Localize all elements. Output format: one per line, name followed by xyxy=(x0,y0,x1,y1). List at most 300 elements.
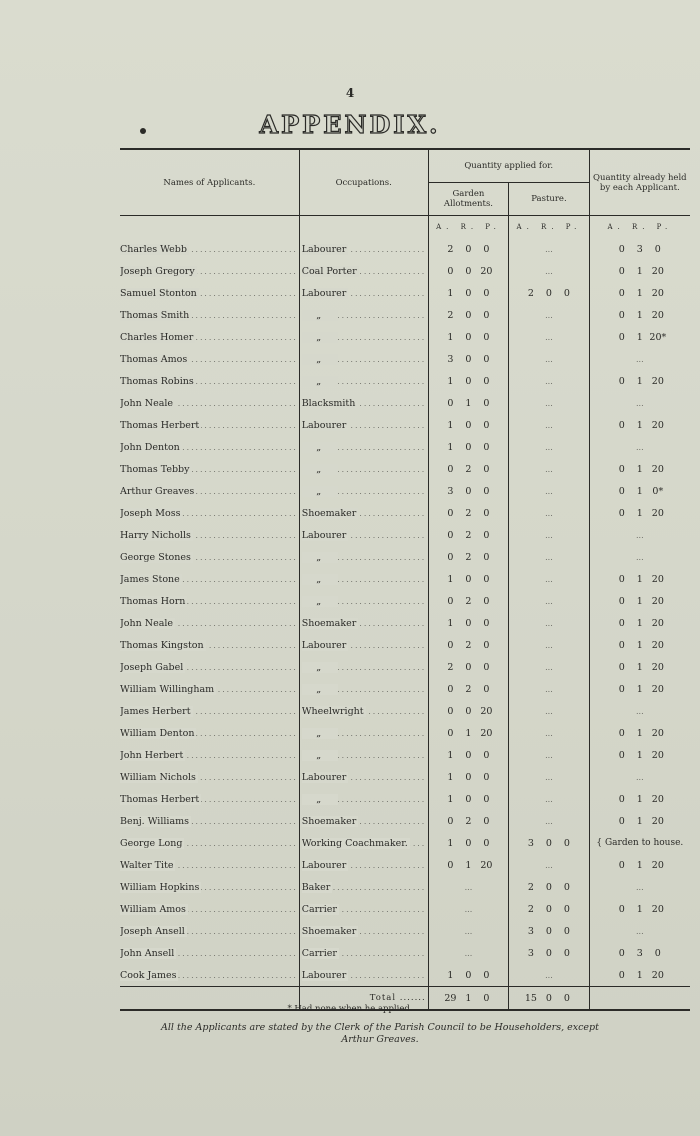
occupation xyxy=(299,964,428,987)
table-row xyxy=(120,568,690,590)
page-number: 4 xyxy=(345,86,355,100)
garden-allotment xyxy=(428,392,508,414)
table-row xyxy=(120,414,690,436)
pasture-r: 0 xyxy=(545,947,552,959)
pasture xyxy=(509,634,589,656)
applicant-name xyxy=(120,612,299,634)
quantity-held-a: 0 xyxy=(618,595,625,607)
quantity-held-value: ... xyxy=(636,706,644,716)
applicant-name-text: Samuel Stonton xyxy=(120,287,197,299)
garden-allotment-r: 2 xyxy=(465,463,472,475)
garden-allotment-r: 0 xyxy=(465,705,472,717)
quantity-held-p: 20 xyxy=(651,507,664,519)
pasture xyxy=(509,392,589,414)
table-row xyxy=(120,656,690,678)
quantity-held-r: 1 xyxy=(636,265,643,277)
garden-allotment-value: ... xyxy=(464,904,473,914)
garden-allotment-r: 2 xyxy=(465,815,472,827)
applicant-name xyxy=(120,546,299,568)
applicant-name-text: Thomas Robins xyxy=(120,375,194,387)
applicant-name-text: John Neale xyxy=(120,397,174,409)
garden-allotment-p: 0 xyxy=(483,793,490,805)
garden-allotment-p: 0 xyxy=(483,419,490,431)
pasture-a: 2 xyxy=(527,903,534,915)
garden-allotment-p: 0 xyxy=(483,573,490,585)
pasture xyxy=(509,282,589,304)
table-row xyxy=(120,370,690,392)
arp-garden: A. R. P. xyxy=(428,216,508,239)
garden-allotment-r: 0 xyxy=(465,419,472,431)
quantity-held xyxy=(589,260,690,282)
pasture xyxy=(509,546,589,568)
pasture xyxy=(509,238,589,260)
garden-allotment-r: 0 xyxy=(465,441,472,453)
garden-allotment-a: 3 xyxy=(447,485,454,497)
garden-allotment-p: 0 xyxy=(483,485,490,497)
applicant-name xyxy=(120,348,299,370)
occupation-text: Labourer xyxy=(301,287,347,299)
applicant-name xyxy=(120,260,299,282)
table-row xyxy=(120,810,690,832)
occupation xyxy=(299,810,428,832)
garden-allotment-a: 1 xyxy=(447,969,454,981)
garden-allotment-a: 1 xyxy=(447,331,454,343)
table-row xyxy=(120,612,690,634)
applicant-name-text: John Ansell xyxy=(120,947,175,959)
pasture-value: ... xyxy=(545,860,553,870)
quantity-held-value: ... xyxy=(636,442,644,452)
quantity-held xyxy=(589,414,690,436)
occupation xyxy=(299,348,428,370)
quantity-held-r: 1 xyxy=(636,617,643,629)
quantity-held-value: ... xyxy=(636,882,644,892)
header-quantity-held: Quantity already held by each Applicant. xyxy=(589,149,690,216)
garden-allotment xyxy=(428,414,508,436)
quantity-held-r: 1 xyxy=(636,507,643,519)
garden-allotment-r: 2 xyxy=(465,507,472,519)
occupation-text: „ xyxy=(302,552,338,563)
garden-allotment-a: 0 xyxy=(447,463,454,475)
table-row xyxy=(120,458,690,480)
applicant-name-text: William Willingham xyxy=(120,683,215,695)
applicant-name xyxy=(120,524,299,546)
applicant-name-text: Walter Tite xyxy=(120,859,174,871)
pasture-p: 0 xyxy=(563,925,570,937)
applicant-name xyxy=(120,700,299,722)
quantity-held-p: 20 xyxy=(651,661,664,673)
garden-allotment-a: 1 xyxy=(447,771,454,783)
occupation-text: Coal Porter xyxy=(301,265,357,277)
applicant-name xyxy=(120,458,299,480)
applicant-name xyxy=(120,678,299,700)
garden-allotment-r: 0 xyxy=(465,661,472,673)
applicant-name-text: Charles Homer xyxy=(120,331,194,343)
applicant-name xyxy=(120,876,299,898)
quantity-held-p: 20 xyxy=(651,309,664,321)
quantity-held-r: 1 xyxy=(636,639,643,651)
quantity-held-p: 20 xyxy=(651,265,664,277)
pasture xyxy=(509,678,589,700)
garden-allotment-a: 0 xyxy=(447,639,454,651)
garden-allotment-p: 0 xyxy=(483,309,490,321)
table-row xyxy=(120,744,690,766)
pasture xyxy=(509,656,589,678)
occupation-text: „ xyxy=(302,310,338,321)
garden-allotment-p: 20 xyxy=(480,705,493,717)
pasture xyxy=(509,700,589,722)
pasture xyxy=(509,414,589,436)
quantity-held xyxy=(589,370,690,392)
quantity-held xyxy=(589,898,690,920)
garden-allotment-r: 0 xyxy=(465,375,472,387)
occupation-text: „ xyxy=(302,442,338,453)
pasture-value: ... xyxy=(545,772,553,782)
quantity-held-a: 0 xyxy=(618,309,625,321)
applicant-name xyxy=(120,810,299,832)
occupation-text: „ xyxy=(302,750,338,761)
quantity-held-p: 20 xyxy=(651,749,664,761)
garden-allotment-a: 1 xyxy=(447,287,454,299)
quantity-held xyxy=(589,964,690,987)
applicant-name xyxy=(120,854,299,876)
applicant-name xyxy=(120,282,299,304)
occupation-text: Labourer xyxy=(301,859,347,871)
header-pasture: Pasture. xyxy=(509,183,589,216)
occupation xyxy=(299,678,428,700)
quantity-held-value: ... xyxy=(636,552,644,562)
pasture-value: ... xyxy=(545,442,553,452)
pasture-value: ... xyxy=(545,530,553,540)
table-row xyxy=(120,832,690,854)
table-body xyxy=(120,216,690,987)
garden-allotment-r: 0 xyxy=(465,287,472,299)
table-row xyxy=(120,304,690,326)
pasture-value: ... xyxy=(545,574,553,584)
quantity-held-a: 0 xyxy=(618,265,625,277)
garden-allotment xyxy=(428,568,508,590)
garden-allotment-r: 0 xyxy=(465,353,472,365)
pasture xyxy=(509,370,589,392)
applicant-name-text: George Long xyxy=(120,837,183,849)
header-occupations: Occupations. xyxy=(299,149,428,216)
occupation xyxy=(299,370,428,392)
applicant-name-text: Arthur Greaves xyxy=(120,485,195,497)
quantity-held-a: 0 xyxy=(618,639,625,651)
occupation xyxy=(299,436,428,458)
garden-allotment-a: 2 xyxy=(447,243,454,255)
quantity-held-value: ... xyxy=(636,530,644,540)
pasture xyxy=(509,898,589,920)
pasture-value: ... xyxy=(545,266,553,276)
quantity-held-p: 20 xyxy=(651,573,664,585)
total-label: Total ....... xyxy=(299,987,428,1011)
quantity-held-a: 0 xyxy=(618,375,625,387)
garden-allotment-a: 0 xyxy=(447,265,454,277)
page-title xyxy=(0,110,700,139)
quantity-held-r: 1 xyxy=(636,969,643,981)
garden-allotment-r: 0 xyxy=(465,969,472,981)
garden-allotment xyxy=(428,744,508,766)
occupation-text: Labourer xyxy=(301,771,347,783)
pasture-r: 0 xyxy=(545,287,552,299)
quantity-held xyxy=(589,458,690,480)
pasture-a: 3 xyxy=(527,947,534,959)
occupation-text: Labourer xyxy=(301,639,347,651)
pasture-p: 0 xyxy=(563,947,570,959)
pasture-r: 0 xyxy=(545,881,552,893)
garden-allotment-p: 0 xyxy=(483,969,490,981)
garden-allotment-p: 0 xyxy=(483,683,490,695)
table-row xyxy=(120,590,690,612)
occupation xyxy=(299,238,428,260)
quantity-held-a: 0 xyxy=(618,485,625,497)
pasture xyxy=(509,810,589,832)
arp-pasture: A. R. P. xyxy=(509,216,589,239)
pasture-value: ... xyxy=(545,816,553,826)
pasture-p: 0 xyxy=(563,881,570,893)
occupation xyxy=(299,898,428,920)
pasture-value: ... xyxy=(545,464,553,474)
occupation-text: „ xyxy=(302,464,338,475)
occupation-text: Shoemaker xyxy=(301,815,357,827)
quantity-held-p: 20 xyxy=(651,617,664,629)
occupation-text: Labourer xyxy=(301,243,347,255)
garden-allotment-a: 0 xyxy=(447,595,454,607)
applicant-name-text: John Denton xyxy=(120,441,180,453)
total-garden-r: 1 xyxy=(465,992,472,1004)
occupation xyxy=(299,634,428,656)
garden-allotment-a: 0 xyxy=(447,683,454,695)
quantity-held xyxy=(589,854,690,876)
table-row xyxy=(120,524,690,546)
occupation xyxy=(299,568,428,590)
garden-allotment-r: 2 xyxy=(465,639,472,651)
applicant-name xyxy=(120,480,299,502)
quantity-held-p: 0 xyxy=(654,243,661,255)
quantity-held-r: 1 xyxy=(636,573,643,585)
garden-allotment-a: 1 xyxy=(447,749,454,761)
quantity-held xyxy=(589,942,690,964)
garden-allotment-p: 0 xyxy=(483,837,490,849)
occupation xyxy=(299,744,428,766)
table-row xyxy=(120,238,690,260)
garden-allotment-p: 20 xyxy=(480,859,493,871)
garden-allotment-p: 0 xyxy=(483,617,490,629)
garden-allotment xyxy=(428,502,508,524)
occupation-text: „ xyxy=(302,486,338,497)
applicant-name-text: Thomas Kingston xyxy=(120,639,204,651)
applicant-name xyxy=(120,634,299,656)
quantity-held-p: 20* xyxy=(649,331,667,343)
garden-allotment-r: 2 xyxy=(465,529,472,541)
applicant-name xyxy=(120,238,299,260)
pasture xyxy=(509,458,589,480)
statement: All the Applicants are stated by the Clerk of the Parish Council to be Householders, except Arthur Greaves. xyxy=(161,1022,599,1045)
header-names: Names of Applicants. xyxy=(120,149,299,216)
quantity-held xyxy=(589,480,690,502)
quantity-held-r: 1 xyxy=(636,287,643,299)
occupation-text: Blacksmith xyxy=(301,397,356,409)
pasture-value: ... xyxy=(545,310,553,320)
garden-allotment xyxy=(428,854,508,876)
garden-allotment-p: 20 xyxy=(480,265,493,277)
garden-allotment xyxy=(428,480,508,502)
quantity-held-r: 1 xyxy=(636,375,643,387)
pasture xyxy=(509,326,589,348)
garden-allotment-r: 1 xyxy=(465,727,472,739)
title-text: APPENDIX. xyxy=(259,110,441,139)
occupation xyxy=(299,876,428,898)
garden-allotment-p: 0 xyxy=(483,441,490,453)
garden-allotment-a: 3 xyxy=(447,353,454,365)
pasture xyxy=(509,920,589,942)
pasture xyxy=(509,832,589,854)
garden-allotment-value: ... xyxy=(464,926,473,936)
garden-allotment-r: 0 xyxy=(465,749,472,761)
occupation xyxy=(299,502,428,524)
quantity-held-r: 1 xyxy=(636,859,643,871)
garden-allotment-r: 1 xyxy=(465,397,472,409)
applicant-name-text: William Amos xyxy=(120,903,186,915)
pasture-r: 0 xyxy=(545,903,552,915)
garden-allotment xyxy=(428,656,508,678)
quantity-held-r: 1 xyxy=(636,903,643,915)
quantity-held xyxy=(589,876,690,898)
table-row xyxy=(120,282,690,304)
garden-allotment-a: 2 xyxy=(447,661,454,673)
garden-allotment-a: 0 xyxy=(447,727,454,739)
garden-allotment xyxy=(428,458,508,480)
table-row xyxy=(120,326,690,348)
garden-allotment-p: 0 xyxy=(483,353,490,365)
garden-allotment-a: 0 xyxy=(447,705,454,717)
table-row xyxy=(120,260,690,282)
garden-allotment-p: 0 xyxy=(483,507,490,519)
quantity-held-a: 0 xyxy=(618,903,625,915)
quantity-held-a: 0 xyxy=(618,727,625,739)
garden-allotment-p: 0 xyxy=(483,287,490,299)
pasture xyxy=(509,480,589,502)
garden-allotment-r: 0 xyxy=(465,793,472,805)
quantity-held xyxy=(589,326,690,348)
occupation xyxy=(299,392,428,414)
table-row xyxy=(120,854,690,876)
quantity-held xyxy=(589,612,690,634)
quantity-held-p: 20 xyxy=(651,969,664,981)
quantity-held-a: 0 xyxy=(618,793,625,805)
pasture xyxy=(509,766,589,788)
quantity-held-a: 0 xyxy=(618,661,625,673)
occupation-text: „ xyxy=(302,332,338,343)
quantity-held xyxy=(589,722,690,744)
quantity-held-p: 0* xyxy=(652,485,664,497)
occupation-text: Shoemaker xyxy=(301,925,357,937)
quantity-held-a: 0 xyxy=(618,815,625,827)
quantity-held xyxy=(589,546,690,568)
applicant-name xyxy=(120,502,299,524)
total-pasture-p: 0 xyxy=(563,992,570,1004)
garden-allotment-r: 0 xyxy=(465,243,472,255)
pasture xyxy=(509,854,589,876)
garden-allotment xyxy=(428,832,508,854)
applicant-name-text: Charles Webb xyxy=(120,243,187,255)
applicant-name-text: John Herbert xyxy=(120,749,184,761)
table-row xyxy=(120,942,690,964)
garden-allotment xyxy=(428,260,508,282)
garden-allotment-r: 0 xyxy=(465,617,472,629)
quantity-held xyxy=(589,700,690,722)
garden-allotment-p: 0 xyxy=(483,595,490,607)
occupation-text: Labourer xyxy=(301,969,347,981)
applicant-name xyxy=(120,568,299,590)
header-garden: Garden Allotments. xyxy=(428,183,508,216)
garden-allotment-p: 0 xyxy=(483,331,490,343)
occupation xyxy=(299,700,428,722)
applicant-name-text: Thomas Herbert xyxy=(120,419,200,431)
applicant-name xyxy=(120,920,299,942)
garden-allotment xyxy=(428,942,508,964)
applicant-name xyxy=(120,744,299,766)
occupation-text: Labourer xyxy=(301,419,347,431)
quantity-held xyxy=(589,744,690,766)
garden-allotment-r: 2 xyxy=(465,683,472,695)
garden-allotment xyxy=(428,546,508,568)
table-row xyxy=(120,920,690,942)
table-row xyxy=(120,634,690,656)
garden-allotment-r: 0 xyxy=(465,331,472,343)
occupation-text: Shoemaker xyxy=(301,617,357,629)
applicant-name-text: John Neale xyxy=(120,617,174,629)
pasture-value: ... xyxy=(545,332,553,342)
occupation xyxy=(299,722,428,744)
garden-allotment-a: 1 xyxy=(447,793,454,805)
quantity-held xyxy=(589,568,690,590)
pasture xyxy=(509,436,589,458)
occupation-text: „ xyxy=(302,354,338,365)
footnote: * Had none when he applied. xyxy=(287,1004,413,1014)
garden-allotment-a: 1 xyxy=(447,573,454,585)
quantity-held-a: 0 xyxy=(618,287,625,299)
quantity-held-p: 20 xyxy=(651,859,664,871)
applicant-name xyxy=(120,722,299,744)
garden-allotment xyxy=(428,700,508,722)
occupation xyxy=(299,788,428,810)
pasture-value: ... xyxy=(545,398,553,408)
quantity-held-r: 1 xyxy=(636,727,643,739)
pasture xyxy=(509,568,589,590)
quantity-held xyxy=(589,282,690,304)
garden-allotment-r: 0 xyxy=(465,573,472,585)
quantity-held-a: 0 xyxy=(618,683,625,695)
pasture xyxy=(509,722,589,744)
garden-allotment-p: 0 xyxy=(483,463,490,475)
garden-allotment-a: 0 xyxy=(447,815,454,827)
pasture xyxy=(509,788,589,810)
pasture-value: ... xyxy=(545,750,553,760)
pasture xyxy=(509,590,589,612)
pasture-value: ... xyxy=(545,618,553,628)
quantity-held-a: 0 xyxy=(618,419,625,431)
applicant-name-text: Cook James xyxy=(120,969,177,981)
applicants-table xyxy=(120,148,690,1011)
table-row xyxy=(120,480,690,502)
pasture-value: ... xyxy=(545,794,553,804)
pasture-a: 3 xyxy=(527,837,534,849)
occupation xyxy=(299,282,428,304)
applicant-name-text: William Hopkins xyxy=(120,881,200,893)
quantity-held-value: ... xyxy=(636,926,644,936)
pasture xyxy=(509,524,589,546)
